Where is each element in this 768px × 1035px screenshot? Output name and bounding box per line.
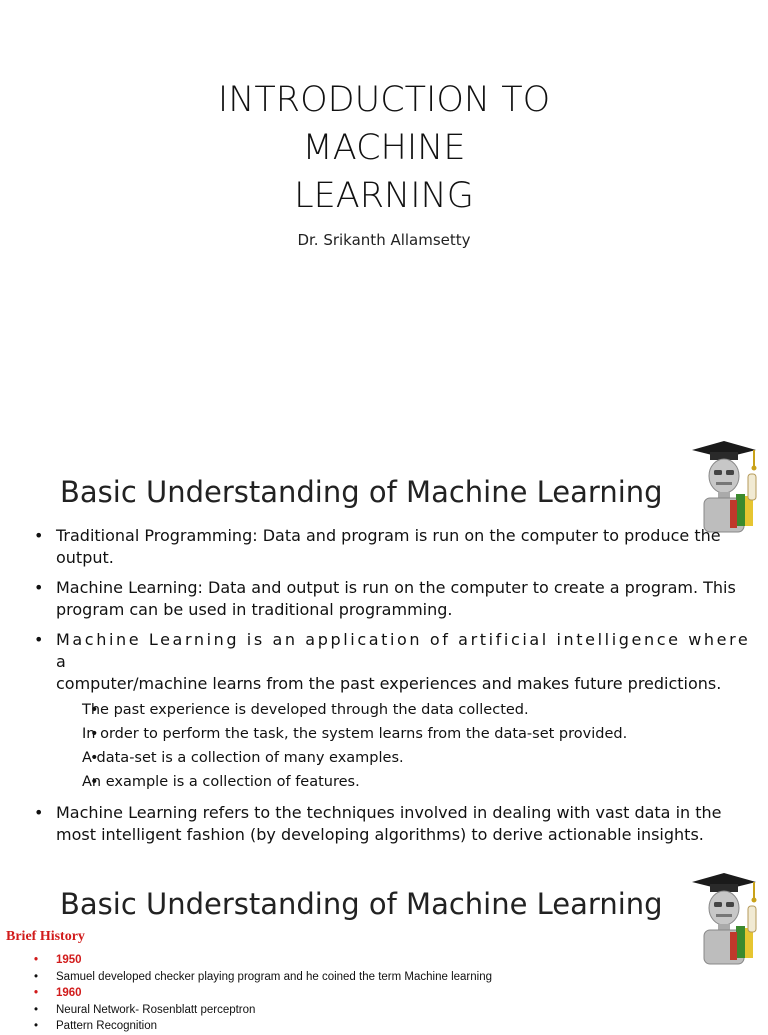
title-line: MACHINE: [302, 128, 466, 168]
title-line: INTRODUCTION TO: [217, 80, 551, 120]
sub-bullet-item: • In order to perform the task, the system learns from the data-set provided.: [56, 722, 759, 746]
history-event: • Pattern Recognition: [34, 1018, 734, 1035]
title-line: LEARNING: [294, 176, 474, 216]
sub-bullet-list: [56, 698, 759, 794]
sub-bullet-item: • The past experience is developed through the data collected.: [56, 698, 759, 722]
history-event: • Samuel developed checker playing program and he coined the term Machine learning: [34, 969, 734, 986]
history-slide: [0, 860, 768, 1032]
content-slide: [0, 430, 768, 860]
history-list: [34, 952, 734, 1035]
history-year: • 1960: [34, 985, 734, 1002]
sub-bullet-item: • A data-set is a collection of many examples.: [56, 746, 759, 770]
slide-heading: Basic Understanding of Machine Learning: [60, 475, 663, 509]
bullet-text: computer/machine learns from the past experiences and makes future predictions.: [56, 674, 722, 693]
history-year: • 1950: [34, 952, 734, 969]
author-name: Dr. Srikanth Allamsetty: [297, 231, 471, 249]
bullet-item: • Machine Learning refers to the techniques involved in dealing with vast data in the most intelligent fashion (by developing algorithms) to derive actionable insights.: [34, 802, 759, 846]
history-event: • Neural Network- Rosenblatt perceptron: [34, 1002, 734, 1019]
bullet-item: • Machine Learning: Data and output is run on the computer to create a program. This program can be used in traditional programming.: [34, 577, 759, 621]
bullet-list: [34, 525, 759, 854]
bullet-text-lead: • Machine Learning is an application of artificial intelligence where a: [56, 630, 751, 671]
brief-history-title: Brief History: [6, 929, 85, 944]
graduate-robot-icon: [686, 438, 766, 533]
sub-bullet-item: • An example is a collection of features.: [56, 770, 759, 794]
bullet-item: • Traditional Programming: Data and program is run on the computer to produce the output.: [34, 525, 759, 569]
presentation-title: [0, 76, 768, 220]
graduate-robot-icon: [686, 870, 766, 965]
title-slide: [0, 0, 768, 430]
bullet-item: [34, 629, 759, 794]
slide-heading: Basic Understanding of Machine Learning: [60, 887, 663, 921]
